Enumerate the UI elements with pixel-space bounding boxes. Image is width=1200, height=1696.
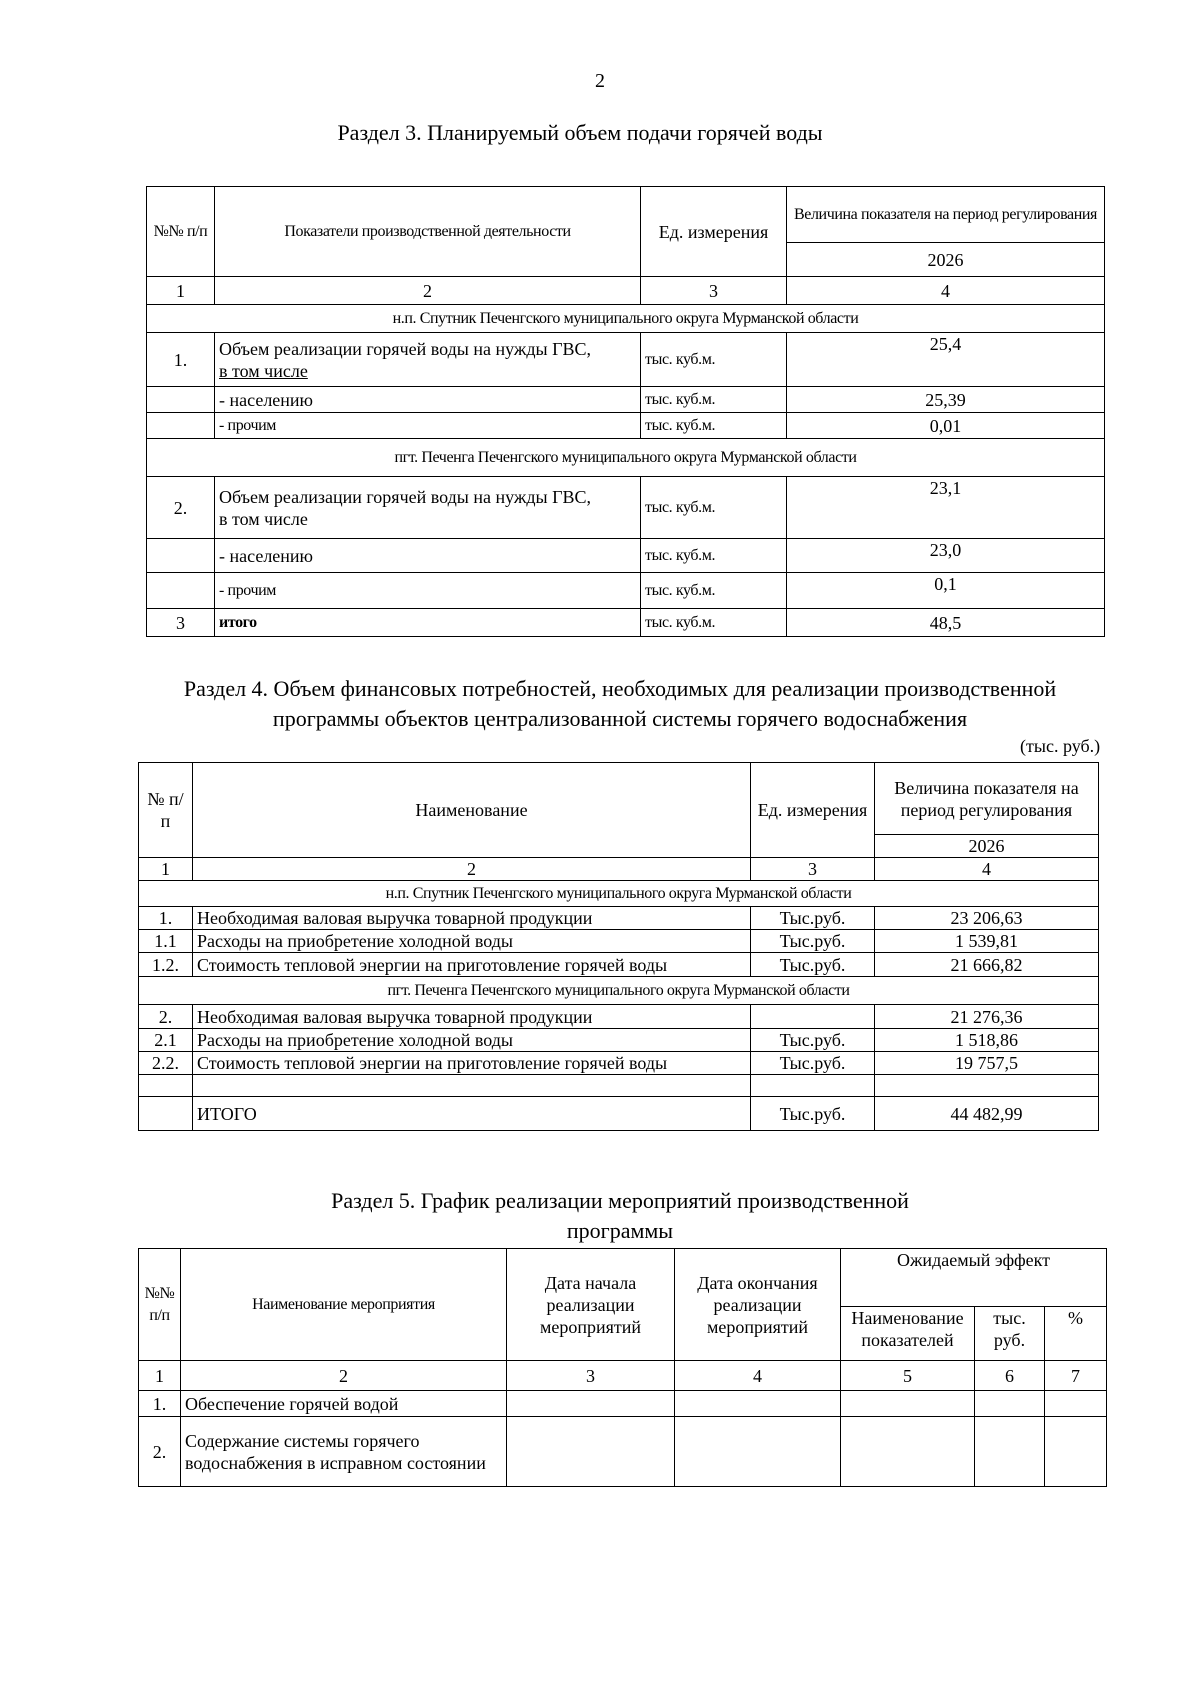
s3-row2-value: 23,1 [787,477,1105,539]
s3-row2a-value: 23,0 [787,539,1105,573]
s3-row1-value: 25,4 [787,333,1105,387]
s3-row1a-unit: тыс. куб.м. [641,387,787,413]
section5-title-line1: Раздел 5. График реализации мероприятий производственной [331,1188,909,1213]
s4-colnum-1: 1 [139,858,193,881]
s5-header-num: №№ п/п [139,1249,181,1361]
s4-r2-name: Расходы на приобретение холодной воды [193,930,751,953]
s4-header-year: 2026 [875,835,1099,858]
s3-row2-unit: тыс. куб.м. [641,477,787,539]
s3-row3-num: 3 [147,609,215,637]
section5-title-line2: программы [566,1218,674,1243]
s3-row3-unit: тыс. куб.м. [641,609,787,637]
s4-total-name: ИТОГО [193,1097,751,1131]
s3-header-num: №№ п/п [147,187,215,277]
s5-colnum-5: 5 [841,1361,975,1391]
table-row [139,1005,1099,1029]
s5-header-start: Дата начала реализации мероприятий [507,1249,675,1361]
s3-header-indicators: Показатели производственной деятельности [215,187,641,277]
section4-units-note: (тыс. руб.) [1020,736,1101,756]
s4-colnum-4: 4 [875,858,1099,881]
section4-title [130,674,1110,734]
s3-row2a-unit: тыс. куб.м. [641,539,787,573]
table-row [139,1029,1099,1052]
s3-row3-name: итого [215,609,641,637]
s3-row1a-name: - населению [215,387,641,413]
s4-r1-value: 23 206,63 [875,907,1099,930]
s3-row1-name-b: в том числе [219,360,308,381]
s3-group2-header: пгт. Печенга Печенгского муниципального округа Мурманской области [147,439,1105,477]
s3-header-year: 2026 [787,243,1105,277]
s3-row1a-value: 25,39 [787,387,1105,413]
table-row [139,907,1099,930]
section5-title [260,1186,980,1246]
s4-r5-value: 1 518,86 [875,1029,1099,1052]
s3-row2a-name: - населению [215,539,641,573]
s5-header-thousand-rub: тыс. руб. [975,1307,1045,1361]
section4-table [138,762,1099,1131]
table-row [139,930,1099,953]
s3-header-value: Величина показателя на период регулирования [787,187,1105,243]
s3-row2a-num [147,539,215,573]
s4-r1-num: 1. [139,907,193,930]
s5-header-effect: Ожидаемый эффект [841,1249,1107,1307]
s3-row2-name-a: Объем реализации горячей воды на нужды ГВС, [219,486,591,507]
s3-row1-name-a: Объем реализации горячей воды на нужды ГВС, [219,338,591,359]
s5-colnum-6: 6 [975,1361,1045,1391]
section4-title-line2: программы объектов централизованной системы горячего водоснабжения [272,706,968,731]
s4-total-value: 44 482,99 [875,1097,1099,1131]
table-row [139,1391,1107,1417]
section4-title-line1: Раздел 4. Объем финансовых потребностей, необходимых для реализации производственной [183,676,1057,701]
s3-row2-name-b: в том числе [219,508,308,529]
s3-row2b-value: 0,1 [787,573,1105,609]
s4-r6-value: 19 757,5 [875,1052,1099,1075]
s4-header-name: Наименование [193,763,751,858]
s4-header-unit: Ед. измерения [751,763,875,858]
page-number: 2 [595,70,605,92]
s4-r3-value: 21 666,82 [875,953,1099,977]
s4-r2-num: 1.1 [139,930,193,953]
section5-table [138,1248,1107,1487]
table-row [139,953,1099,977]
s4-r5-num: 2.1 [139,1029,193,1052]
s5-header-name: Наименование мероприятия [181,1249,507,1361]
s4-r2-value: 1 539,81 [875,930,1099,953]
s4-r5-unit: Тыс.руб. [751,1029,875,1052]
s3-row2b-num [147,573,215,609]
s4-r4-name: Необходимая валовая выручка товарной продукции [193,1005,751,1029]
s3-colnum-1: 1 [147,277,215,305]
s4-r3-name: Стоимость тепловой энергии на приготовление горячей воды [193,953,751,977]
s5-colnum-4: 4 [675,1361,841,1391]
s3-row2b-unit: тыс. куб.м. [641,573,787,609]
s5-colnum-7: 7 [1045,1361,1107,1391]
s4-colnum-3: 3 [751,858,875,881]
s3-group1-header: н.п. Спутник Печенгского муниципального округа Мурманской области [147,305,1105,333]
s3-colnum-2: 2 [215,277,641,305]
s3-row2-num: 2. [147,477,215,539]
table-row-total [139,1097,1099,1131]
s5-header-end: Дата окончания реализации мероприятий [675,1249,841,1361]
s4-r6-num: 2.2. [139,1052,193,1075]
s4-r3-unit: Тыс.руб. [751,953,875,977]
section3-table [146,186,1105,637]
s5-r2-num: 2. [139,1417,181,1487]
s4-header-value: Величина показателя на период регулирования [875,763,1099,835]
s4-r4-num: 2. [139,1005,193,1029]
s3-row1-unit: тыс. куб.м. [641,333,787,387]
s5-header-indicator-name: Наименование показателей [841,1307,975,1361]
section3-title: Раздел 3. Планируемый объем подачи горячей воды [337,120,823,145]
s3-colnum-3: 3 [641,277,787,305]
s4-group1-header: н.п. Спутник Печенгского муниципального округа Мурманской области [139,881,1099,907]
s3-row1-num: 1. [147,333,215,387]
s5-r1-name: Обеспечение горячей водой [181,1391,507,1417]
s4-r2-unit: Тыс.руб. [751,930,875,953]
s3-row1a-num [147,387,215,413]
s3-row3-value: 48,5 [787,609,1105,637]
table-row [139,1052,1099,1075]
s5-colnum-1: 1 [139,1361,181,1391]
s4-r1-name: Необходимая валовая выручка товарной продукции [193,907,751,930]
s5-r2-name: Содержание системы горячего водоснабжения в исправном состоянии [181,1417,507,1487]
s5-colnum-2: 2 [181,1361,507,1391]
s4-r4-value: 21 276,36 [875,1005,1099,1029]
s3-colnum-4: 4 [787,277,1105,305]
s4-r6-unit: Тыс.руб. [751,1052,875,1075]
table-row [139,1417,1107,1487]
s3-row1b-name: - прочим [215,413,641,439]
s5-r1-num: 1. [139,1391,181,1417]
s4-r6-name: Стоимость тепловой энергии на приготовление горячей воды [193,1052,751,1075]
s5-header-percent: % [1045,1307,1107,1361]
s4-total-num [139,1097,193,1131]
s3-row1b-unit: тыс. куб.м. [641,413,787,439]
s4-r1-unit: Тыс.руб. [751,907,875,930]
s4-r5-name: Расходы на приобретение холодной воды [193,1029,751,1052]
s5-colnum-3: 3 [507,1361,675,1391]
s4-group2-header: пгт. Печенга Печенгского муниципального округа Мурманской области [139,977,1099,1005]
s4-r3-num: 1.2. [139,953,193,977]
s3-row1b-value: 0,01 [787,413,1105,439]
table-row-empty [139,1075,1099,1097]
s3-row1b-num [147,413,215,439]
s4-header-num: № п/п [139,763,193,858]
s3-row2b-name: - прочим [215,573,641,609]
s4-r4-unit [751,1005,875,1029]
s3-header-unit: Ед. измерения [641,187,787,277]
s4-total-unit: Тыс.руб. [751,1097,875,1131]
s4-colnum-2: 2 [193,858,751,881]
